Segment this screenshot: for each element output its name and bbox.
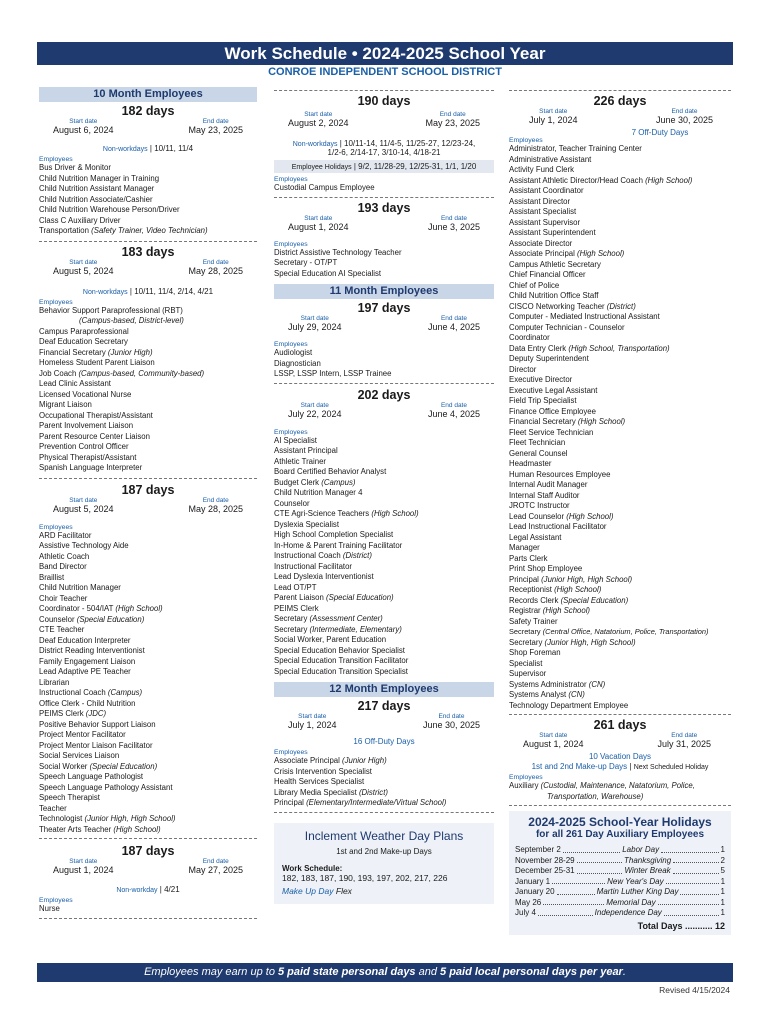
list-182: Bus Driver & Monitor Child Nutrition Manager in Training Child Nutrition Assistant Manager Child Nutrition Associate/Cashier Child Nutrition Warehouse Person/Driver Class C Auxiliary Driver Transportation (Safety Trainer, Video Technician) (39, 163, 208, 235)
section-12-month: 12 Month Employees (274, 682, 494, 697)
list-190: Custodial Campus Employee (274, 183, 375, 192)
list-197: Audiologist Diagnostician LSSP, LSSP Intern, LSSP Trainee (274, 348, 392, 378)
days-193: 193 days (357, 200, 411, 215)
days-226: 226 days (593, 94, 647, 108)
start-date: August 6, 2024 (53, 125, 114, 135)
weather-title: Inclement Weather Day Plans (304, 828, 464, 843)
days-183: 183 days (121, 244, 175, 259)
vacation-261: 10 Vacation Days (588, 752, 652, 761)
dates-217: Start date July 1, 2024 End date June 30, 2025 (288, 713, 480, 730)
holidays-box (509, 811, 731, 935)
nonworkdays-182: Non-workdays | 10/11, 11/4 (102, 144, 194, 153)
days-187b: 187 days (121, 844, 175, 858)
nonworkdays-190: Non-workdays | 10/11-14, 11/4-5, 11/25-27, 12/23-24, (292, 139, 476, 148)
list-187a: ARD Facilitator Assistive Technology Aide Athletic Coach Band Director Braillist Child Nutrition Manager Choir Teacher Coordinator - 504/IAT (High School) Counselor (Special Education) CTE Teacher Deaf Education Interpreter District Reading Interventionist Family Engagement Liaison Lead Adaptive PE Teacher Librarian Instructional Coach (Campus) Office Clerk - Child Nutrition PEIMS Clerk (JDC) Positive Behavior Support Liaison Project Mentor Facilitator Project Mentor Liaison Facilitator Social Services Liaison Social Worker (Special Education) Speech Language Pathologist Speech Language Pathology Assistant Speech Therapist Teacher Technologist (Junior High, High School) Theater Arts Teacher (High School) (39, 530, 176, 834)
holiday-row: December 25-31 Winter Break 5 (515, 866, 725, 875)
days-261: 261 days (593, 718, 647, 732)
list-202: AI Specialist Assistant Principal Athletic Trainer Board Certified Behavior Analyst Budget Clerk (Campus) Child Nutrition Manager 4 Counselor CTE Agri-Science Teachers (High School) Dyslexia Specialist High School Completion Specialist In-Home & Parent Training Facilitator Instructional Coach (District) Instructional Facilitator Lead Dyslexia Interventionist Lead OT/PT Parent Liaison (Special Education) PEIMS Clerk Secretary (Assessment Center) Secretary (Intermediate, Elementary) Social Worker, Parent Education Special Education Behavior Specialist Special Education Transition Facilitator Special Education Transition Specialist (274, 435, 419, 676)
nonworkdays-183: Non-workdays | 10/11, 11/4, 2/14, 4/21 (82, 286, 214, 296)
list-187b: Nurse (39, 904, 60, 913)
dates-182 (39, 118, 257, 140)
makeup-261: 1st and 2nd Make-up Days | Next Scheduled Holiday (531, 762, 709, 771)
section-11-month: 11 Month Employees (274, 284, 494, 299)
days-202: 202 days (357, 387, 411, 402)
employee-holidays-190: Employee Holidays | 9/2, 11/28-29, 12/25-31, 1/1, 1/20 (274, 160, 494, 173)
holidays-total: Total Days ........... 12 (637, 920, 725, 931)
holiday-row: September 2 Labor Day 1 (515, 845, 725, 854)
footer-banner: Employees may earn up to 5 paid state personal days and 5 paid local personal days per year. (37, 963, 733, 982)
holiday-row: November 28-29 Thanksgiving 2 (515, 855, 725, 865)
offduty-226: 7 Off-Duty Days (631, 128, 689, 137)
dates-226: Start date July 1, 2024 End date June 30, 2025 (529, 108, 713, 125)
dates-202: Start date July 22, 2024 End date June 4, 2025 (288, 401, 480, 419)
holiday-row: May 26 Memorial Day 1 (515, 897, 725, 907)
start-label: Start date (69, 118, 98, 125)
ws-values: 182, 183, 187, 190, 193, 197, 202, 217, 226 (282, 872, 448, 883)
dates-197: Start date July 29, 2024 End date June 4, 2025 (288, 315, 480, 332)
holiday-row: January 20 Martin Luther King Day 1 (515, 887, 725, 896)
dates-190: Start date August 2, 2024 End date May 23, 2025 (288, 111, 480, 128)
dates-261: Start date August 1, 2024 End date July 31, 2025 (523, 732, 711, 749)
days-187a: 187 days (121, 482, 175, 497)
dates-187b: Start date August 1, 2024 End date May 27, 2025 (53, 858, 243, 875)
dates-193: Start date August 1, 2024 End date June 3, 2025 (288, 214, 480, 232)
days-182: 182 days (121, 104, 175, 118)
list-217: Associate Principal (Junior High) Crisis Intervention Specialist Health Services Specialist Library Media Specialist (District) Principal (Elementary/Intermediate/Virtual School) (274, 756, 447, 807)
days-197: 197 days (357, 301, 411, 315)
weather-plan (274, 823, 494, 904)
holidays-title: 2024-2025 School-Year Holidays (528, 815, 712, 829)
column-3: 226 days Start date July 1, 2024 End date June 30, 2025 7 Off-Duty Days Employees Administrator, Teacher Training Center Administrative Assistant Activity Fund Clerk Assistant Athletic Director/Head Coach (High School) Assistant Coordinator Assistant Director Assistant Specialist Assistant Supervisor Assistant Superintendent Associate Director Associate Principal (High School) Campus Athletic Secretary Chief Financial Officer Chief of Police Child Nutrition Office Staff CISCO Networking Teacher (District) Computer - Mediated Instructional Assistant Computer Technician - Counselor Coordinator Data Entry Clerk (High School, Transportation) Deputy Superintendent Director Executive Director Executive Legal Assistant Field Trip Specialist Finance Office Employee Financial Secretary (High School) Fleet Service Technician Fleet Technician General Counsel Headmaster Human Resources Employee Internal Audit Manager Internal Staff Auditor JROTC Instructor Lead Counselor (High School) Lead Instructional Facilitator Legal Assistant Manager Parts Clerk Print Shop Employee Principal (Junior High, High School) Receptionist (High School) Records Clerk (Special Education) Registrar (High School) Safety Trainer Secretary (Central Office, Natatorium, Police, Transportation) Secretary (Junior High, High School) Shop Foreman Specialist Supervisor Systems Administrator (CN) Systems Analyst (CN) Technology Department Employee 261 days Start date August 1, 2024 End date July 31, 2025 10 Vacation Days 1st and 2nd Make-up Days | Next Scheduled Holiday Employees Auxiliary (Custodial, Maintenance, Natatorium, Police, Transportation, Warehouse) 2024-2025 School-Year Holidays for all 261 Day Auxiliary Employees September 2 Labor Day 1 November 28-29 Thanksgiving 2 December 25-31 Winter Break 5 January 1 New Year's Day 1 January 20 Martin Luther King Day 1 May 26 Memorial Day 1 July 4 Independence Day 1 Total Days ........... 12 (509, 80, 731, 935)
end-label: End date (202, 118, 229, 125)
section-10-month: 10 Month Employees (39, 87, 257, 102)
holiday-row: July 4 Independence Day 1 (515, 908, 725, 917)
page-title: Work Schedule • 2024-2025 School Year (37, 42, 733, 65)
list-226: Administrator, Teacher Training Center Administrative Assistant Activity Fund Clerk Assistant Athletic Director/Head Coach (High School) Assistant Coordinator Assistant Director Assistant Specialist Assistant Supervisor Assistant Superintendent Associate Director Associate Principal (High School) Campus Athletic Secretary Chief Financial Officer Chief of Police Child Nutrition Office Staff CISCO Networking Teacher (District) Computer - Mediated Instructional Assistant Computer Technician - Counselor Coordinator Data Entry Clerk (High School, Transportation) Deputy Superintendent Director Executive Director Executive Legal Assistant Field Trip Specialist Finance Office Employee Financial Secretary (High School) Fleet Service Technician Fleet Technician General Counsel Headmaster Human Resources Employee Internal Audit Manager Internal Staff Auditor JROTC Instructor Lead Counselor (High School) Lead Instructional Facilitator Legal Assistant Manager Parts Clerk Print Shop Employee Principal (Junior High, High School) Receptionist (High School) Records Clerk (Special Education) Registrar (High School) Safety Trainer Secretary (Central Office, Natatorium, Police, Transportation) Secretary (Junior High, High School) Shop Foreman Specialist Supervisor Systems Administrator (CN) Systems Analyst (CN) Technology Department Employee (509, 144, 709, 710)
holiday-list (515, 845, 725, 919)
makeup-flex: Make Up Day Flex (282, 885, 352, 896)
holiday-row: January 1 New Year's Day 1 (515, 876, 726, 886)
dates-187a: Start date August 5, 2024 End date May 28, 2025 (53, 496, 243, 514)
dates-183: Start date August 5, 2024 End date May 28, 2025 (53, 258, 243, 276)
ws-label: Work Schedule: (282, 863, 343, 873)
column-2: 190 days Start date August 2, 2024 End date May 23, 2025 Non-workdays | 10/11-14, 11/4-5, 11/25-27, 12/23-24, 1/2-6, 2/14-17, 3/10-14, 4/18-21 Employee Holidays | 9/2, 11/28-29, 12/25-31, 1/1, 1/20 Employees Custodial Campus Employee 193 days Start date August 1, 2024 End date June 3, 2025 Employees District Assistive Technology Teacher Secretary - OT/PT Special Education AI Specialist 11 Month Employees 197 days Start date July 29, 2024 End date June 4, 2025 Employees Audiologist Diagnostician LSSP, LSSP Intern, LSSP Trainee 202 days Start date July 22, 2024 End date June 4, 2025 Employees AI Specialist Assistant Principal Athletic Trainer Board Certified Behavior Analyst Budget Clerk (Campus) Child Nutrition Manager 4 Counselor CTE Agri-Science Teachers (High School) Dyslexia Specialist High School Completion Specialist In-Home & Parent Training Facilitator Instructional Coach (District) Instructional Facilitator Lead Dyslexia Interventionist Lead OT/PT Parent Liaison (Special Education) PEIMS Clerk Secretary (Assessment Center) Secretary (Intermediate, Elementary) Social Worker, Parent Education Special Education Behavior Specialist Special Education Transition Facilitator Special Education Transition Specialist 12 Month Employees 217 days Start date July 1, 2024 End date June 30, 2025 16 Off-Duty Days Employees Associate Principal (Junior High) Crisis Intervention Specialist Health Services Specialist Library Media Specialist (District) Principal (Elementary/Intermediate/Virtual School) Inclement Weather Day Plans 1st and 2nd Make-up Days Work Schedule: 182, 183, 187, 190, 193, 197, 202, 217, 226 Make Up Day Flex (274, 80, 494, 904)
end-date: May 23, 2025 (188, 125, 243, 135)
offduty-217: 16 Off-Duty Days (353, 737, 415, 746)
days-190: 190 days (357, 94, 411, 108)
revised-date: Revised 4/15/2024 (659, 985, 730, 995)
list-261: Auxiliary (Custodial, Maintenance, Natatorium, Police, Transportation, Warehouse) (509, 781, 695, 801)
holidays-subtitle: for all 261 Day Auxiliary Employees (535, 829, 705, 840)
list-193: District Assistive Technology Teacher Secretary - OT/PT Special Education AI Specialist (274, 247, 402, 278)
column-1: 10 Month Employees 182 days Start date August 6, 2024 End date May 23, 2025 Non-workdays | 10/11, 11/4 Employees Bus Driver & Monitor Child Nutrition Manager in Training Child Nutrition Assistant Manager Child Nutrition Associate/Cashier Child Nutrition Warehouse Person/Driver Class C Auxiliary Driver Transportation (Safety Trainer, Video Technician) 183 days Start date August 5, 2024 End date May 28, 2025 Non-workdays | 10/11, 11/4, 2/14, 4/21 Employees Behavior Support Paraprofessional (RBT) (Campus-based, District-level) Campus Paraprofessional Deaf Education Secretary Financial Secretary (Junior High) Homeless Student Parent Liaison Job Coach (Campus-based, Community-based) Lead Clinic Assistant Licensed Vocational Nurse Migrant Liaison Occupational Therapist/Assistant Parent Involvement Liaison Parent Resource Center Liaison Prevention Control Officer Physical Therapist/Assistant Spanish Language Interpreter 187 days Start date August 5, 2024 End date May 28, 2025 Employees ARD Facilitator Assistive Technology Aide Athletic Coach Band Director Braillist Child Nutrition Manager Choir Teacher Coordinator - 504/IAT (High School) Counselor (Special Education) CTE Teacher Deaf Education Interpreter District Reading Interventionist Family Engagement Liaison Lead Adaptive PE Teacher Librarian Instructional Coach (Campus) Office Clerk - Child Nutrition PEIMS Clerk (JDC) Positive Behavior Support Liaison Project Mentor Facilitator Project Mentor Liaison Facilitator Social Services Liaison Social Worker (Special Education) Speech Language Pathologist Speech Language Pathology Assistant Speech Therapist Teacher Technologist (Junior High, High School) Theater Arts Teacher (High School) 187 days Start date August 1, 2024 End date May 27, 2025 Non-workday | 4/21 Employees Nurse (39, 80, 257, 919)
weather-makeup: 1st and 2nd Make-up Days (336, 846, 432, 856)
district-name: CONROE INDEPENDENT SCHOOL DISTRICT (268, 66, 502, 78)
nonworkday-187b: Non-workday | 4/21 (116, 885, 180, 894)
list-183: Behavior Support Paraprofessional (RBT) (Campus-based, District-level) Campus Paraprofessional Deaf Education Secretary Financial Secretary (Junior High) Homeless Student Parent Liaison Job Coach (Campus-based, Community-based) Lead Clinic Assistant Licensed Vocational Nurse Migrant Liaison Occupational Therapist/Assistant Parent Involvement Liaison Parent Resource Center Liaison Prevention Control Officer Physical Therapist/Assistant Spanish Language Interpreter (39, 305, 205, 472)
employees-label: Employees (39, 156, 73, 163)
days-217: 217 days (357, 699, 411, 713)
